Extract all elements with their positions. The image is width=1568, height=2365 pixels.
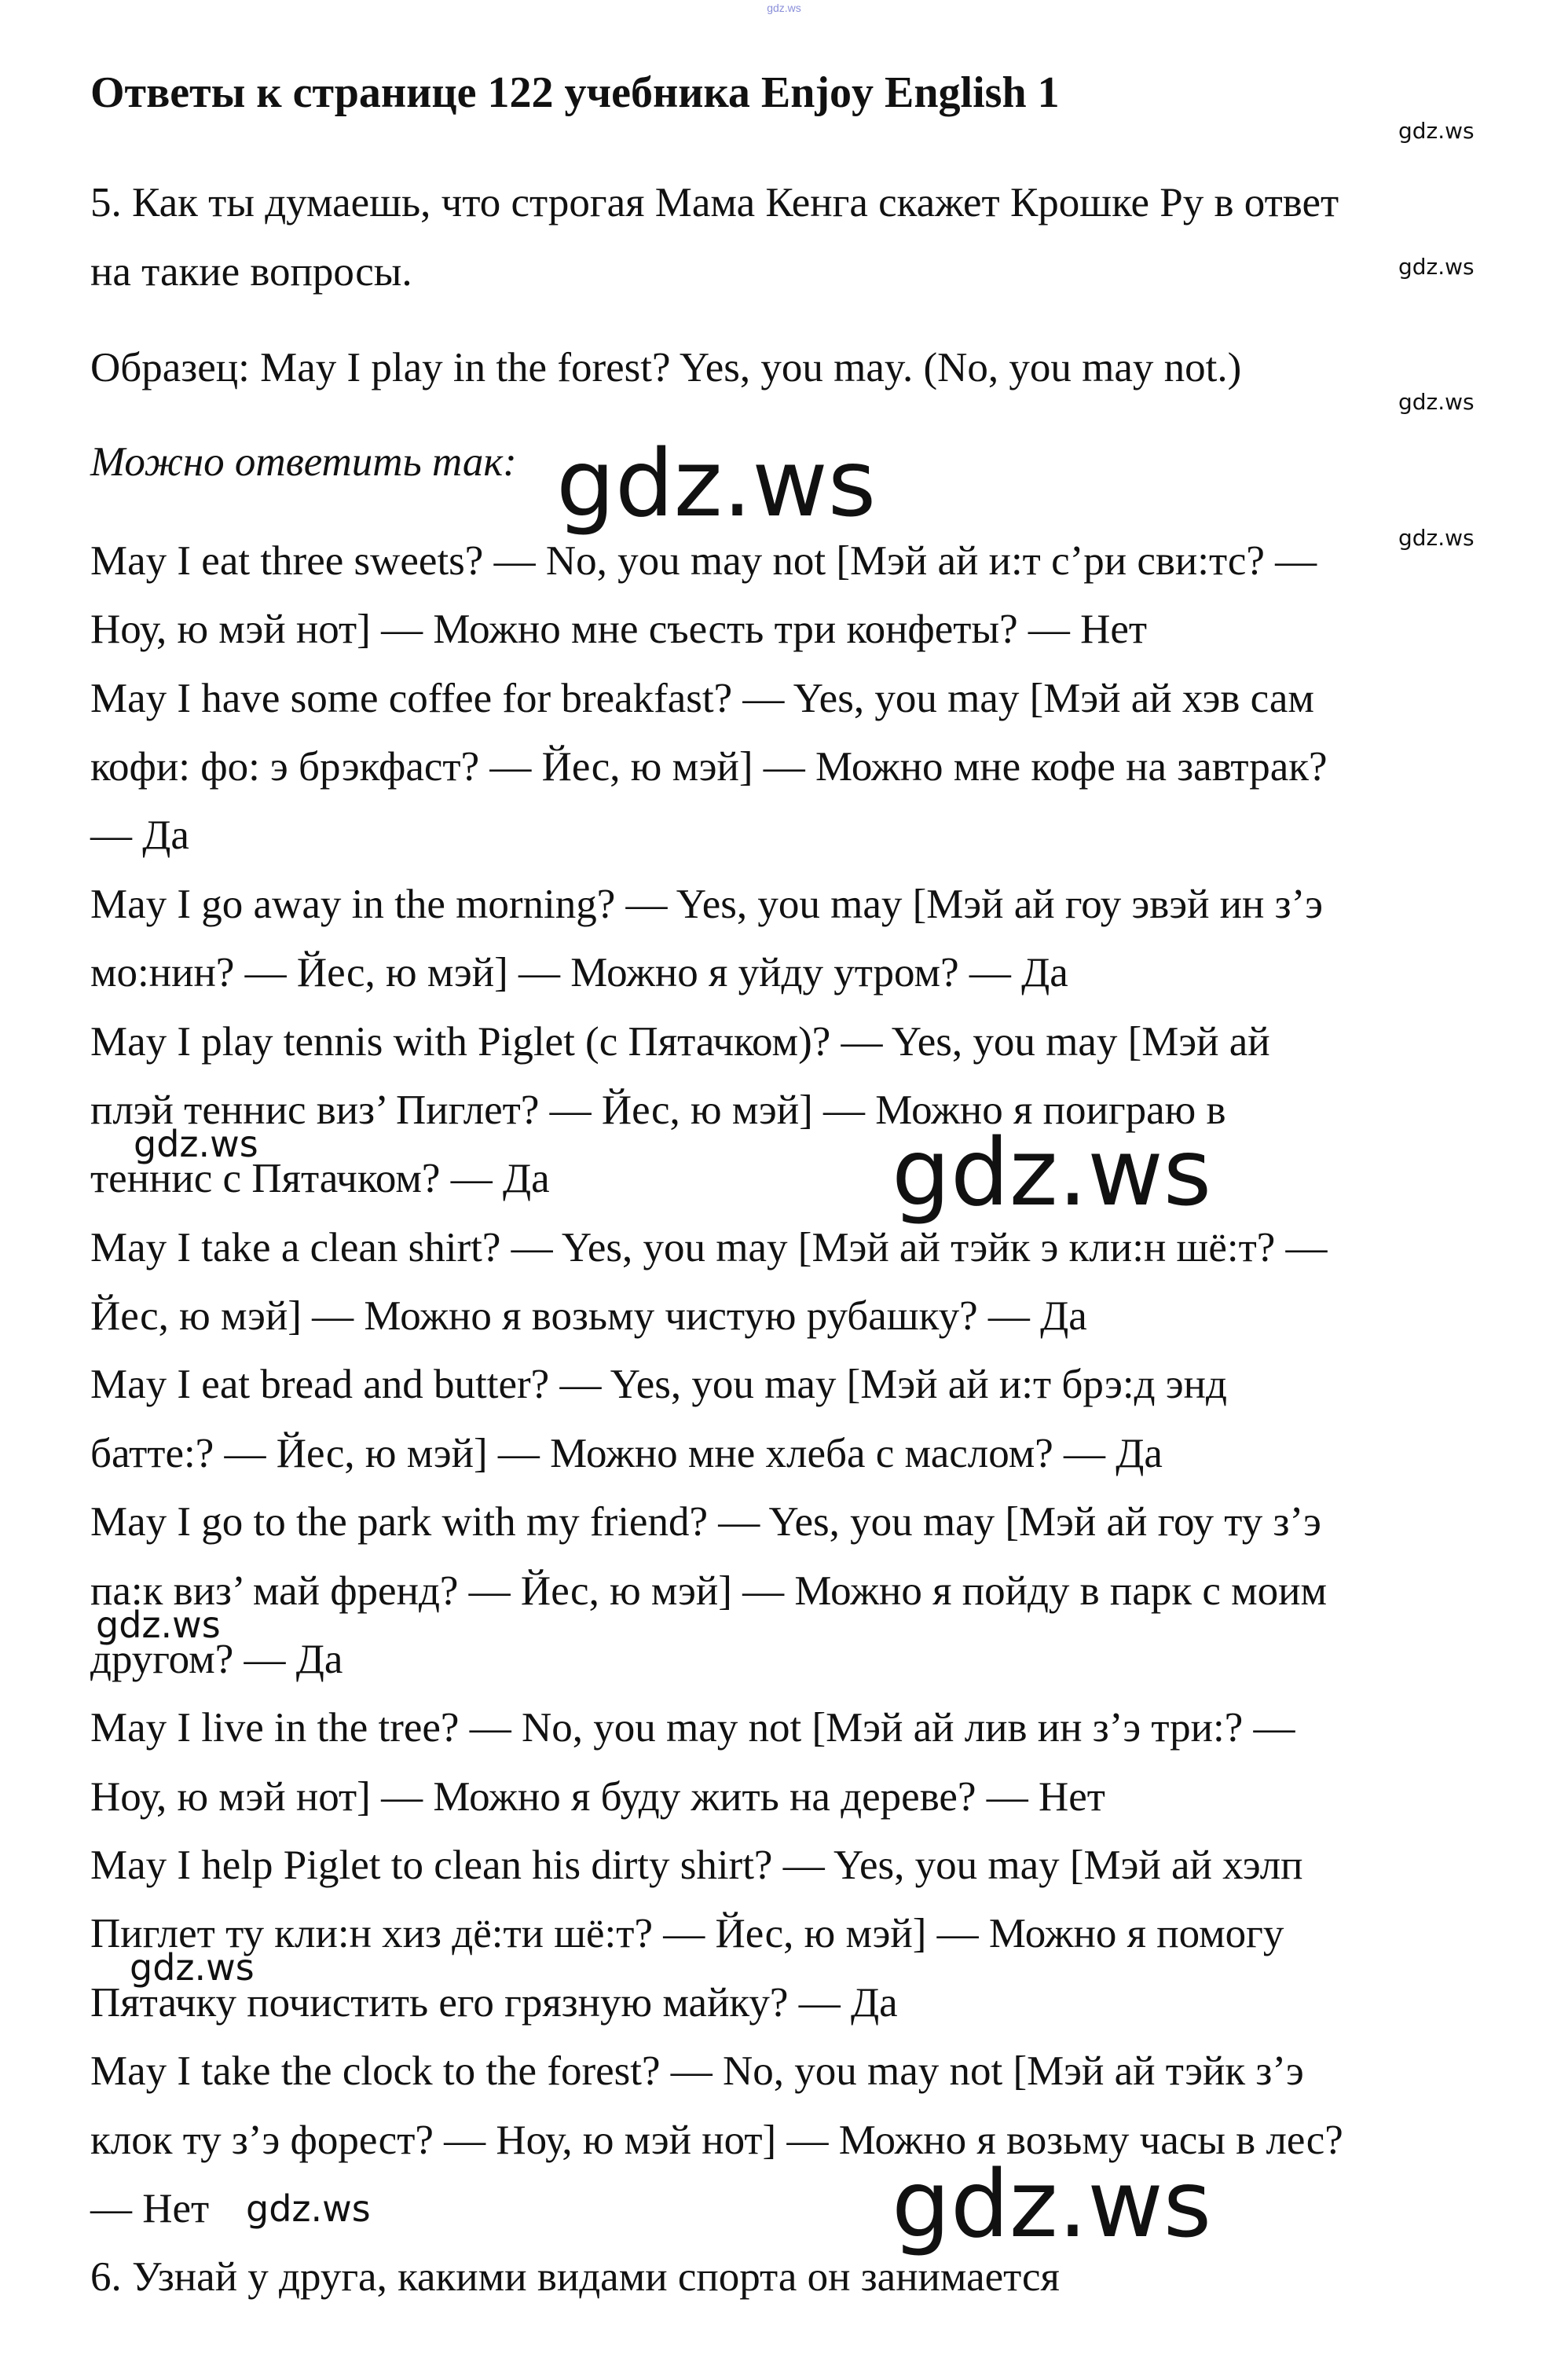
answer-line: теннис с Пятачком? — Да — [90, 1156, 550, 1201]
answer-line: плэй теннис виз’ Пиглет? — Йес, ю мэй] — Можно я поиграю в — [90, 1087, 1226, 1133]
answer-line: Йес, ю мэй] — Можно я возьму чистую рубашку? — Да — [90, 1293, 1087, 1339]
answer-line: па:к виз’ май френд? — Йес, ю мэй] — Можно я пойду в парк с моим — [90, 1568, 1328, 1614]
exercise-5-heading-line-2: на такие вопросы. — [90, 249, 412, 295]
exercise-5-heading-line-1: 5. Как ты думаешь, что строгая Мама Кенга скажет Крошке Ру в ответ — [90, 180, 1339, 226]
answer-line: May I help Piglet to clean his dirty shirt? — Yes, you may [Мэй ай хэлп — [90, 1842, 1303, 1888]
answer-line: Ноу, ю мэй нот] — Можно мне съесть три конфеты? — Нет — [90, 607, 1148, 652]
page-title: Ответы к странице 122 учебника Enjoy English 1 — [90, 68, 1060, 117]
watermark-large: gdz.ws — [556, 429, 877, 537]
answer-line: батте:? — Йес, ю мэй] — Можно мне хлеба с маслом? — Да — [90, 1431, 1163, 1476]
answer-line: другом? — Да — [90, 1637, 343, 1682]
answer-line: May I have some coffee for breakfast? — Yes, you may [Мэй ай хэв сам — [90, 676, 1314, 721]
answer-line: May I go away in the morning? — Yes, you may [Мэй ай гоу эвэй ин з’э — [90, 882, 1323, 927]
answer-line: May I live in the tree? — No, you may not [Мэй ай лив ин з’э три:? — — [90, 1705, 1295, 1751]
answer-line: May I take a clean shirt? — Yes, you may [Мэй ай тэйк э кли:н шё:т? — — [90, 1225, 1328, 1270]
answer-line: May I play tennis with Piglet (с Пятачком)? — Yes, you may [Мэй ай — [90, 1019, 1270, 1065]
watermark: gdz.ws — [1398, 254, 1475, 280]
answer-line: May I eat three sweets? — No, you may not [Мэй ай и:т с’ри сви:тс? — — [90, 538, 1317, 584]
answer-line: Ноу, ю мэй нот] — Можно я буду жить на дереве? — Нет — [90, 1774, 1105, 1820]
exercise-6-heading: 6. Узнай у друга, какими видами спорта он занимается — [90, 2254, 1060, 2300]
answer-line: клок ту з’э форест? — Ноу, ю мэй нот] — Можно я возьму часы в лес? — [90, 2118, 1343, 2163]
answer-line: кофи: фо: э брэкфаст? — Йес, ю мэй] — Можно мне кофе на завтрак? — [90, 744, 1328, 790]
watermark: gdz.ws — [130, 1946, 255, 1989]
watermark: gdz.ws — [246, 2187, 371, 2230]
answer-line: Пятачку почистить его грязную майку? — Да — [90, 1980, 898, 2026]
example-line: Образец: May I play in the forest? Yes, you may. (No, you may not.) — [90, 345, 1242, 390]
answer-line: May I go to the park with my friend? — Yes, you may [Мэй ай гоу ту з’э — [90, 1499, 1321, 1545]
watermark: gdz.ws — [96, 1604, 221, 1646]
answer-line: Пиглет ту кли:н хиз дё:ти шё:т? — Йес, ю мэй] — Можно я помогу — [90, 1911, 1284, 1956]
answer-line: мо:нин? — Йес, ю мэй] — Можно я уйду утром? — Да — [90, 950, 1068, 996]
watermark: gdz.ws — [1398, 118, 1475, 144]
watermark-large: gdz.ws — [892, 2150, 1212, 2258]
watermark: gdz.ws — [1398, 525, 1475, 551]
top-watermark: gdz.ws — [767, 2, 801, 14]
answer-line: — Да — [90, 812, 189, 858]
answer-line: May I eat bread and butter? — Yes, you may [Мэй ай и:т брэ:д энд — [90, 1362, 1227, 1407]
watermark-large: gdz.ws — [892, 1118, 1212, 1226]
watermark: gdz.ws — [1398, 389, 1475, 415]
watermark: gdz.ws — [134, 1123, 258, 1165]
answer-line: May I take the clock to the forest? — No, you may not [Мэй ай тэйк з’э — [90, 2048, 1304, 2094]
answer-line: — Нет — [90, 2186, 210, 2231]
answer-intro-line: Можно ответить так: — [90, 439, 517, 485]
